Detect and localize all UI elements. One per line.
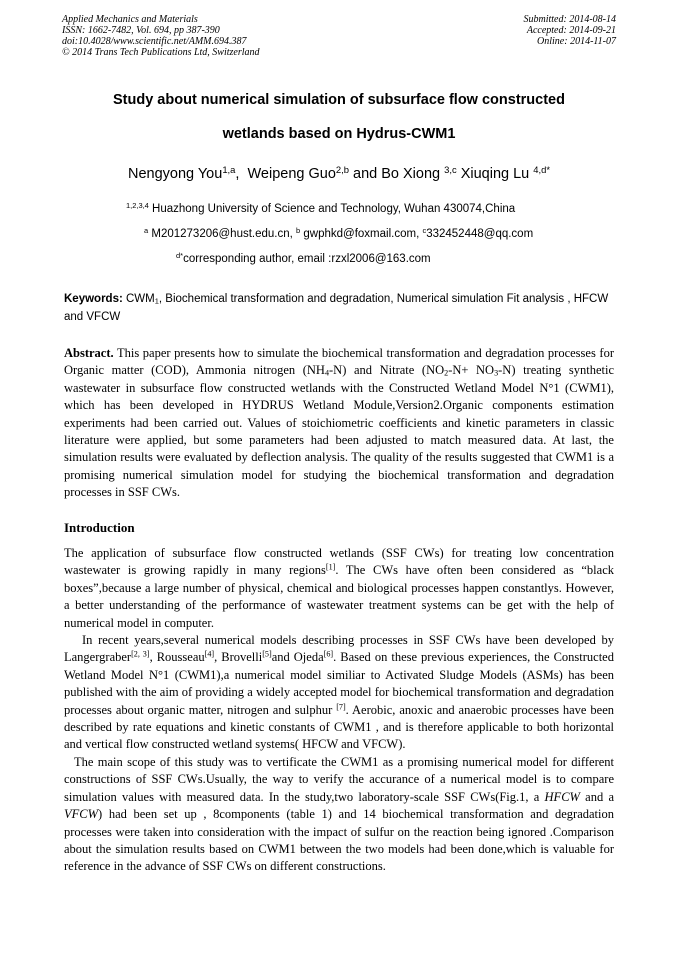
citation[interactable]: [1] bbox=[325, 562, 336, 572]
corr-text: corresponding author, email :rzxl2006@163.com bbox=[183, 253, 431, 265]
paragraph-text: and Ojeda bbox=[271, 650, 324, 665]
author-sup: 2,b bbox=[335, 163, 349, 175]
author-name: Nengyong You bbox=[127, 166, 223, 182]
keywords-rest: , Biochemical transformation and degradation, Numerical simulation Fit analysis , HFCW and VFCW bbox=[64, 293, 609, 323]
abstract bbox=[64, 345, 614, 502]
chem-sub: 4 bbox=[324, 369, 330, 379]
author-name: Weipeng Guo bbox=[247, 166, 336, 182]
italic-term: HFCW bbox=[544, 789, 580, 804]
citation[interactable]: [4] bbox=[204, 649, 215, 659]
paragraph-text: , Rousseau bbox=[149, 650, 205, 665]
paper-title-line-1: Study about numerical simulation of subsurface flow constructed bbox=[113, 92, 565, 108]
citation[interactable]: [6] bbox=[323, 649, 334, 659]
italic-term: VFCW bbox=[64, 807, 99, 822]
corr-sup: d* bbox=[176, 250, 184, 260]
journal-issn: ISSN: 1662-7482, Vol. 694, pp 387-390 bbox=[62, 25, 220, 36]
submitted-date: Submitted: 2014-08-14 bbox=[523, 14, 616, 25]
author-emails bbox=[144, 225, 534, 240]
corresponding-author bbox=[176, 250, 431, 265]
author-conjunction: and bbox=[353, 166, 378, 182]
dates-header bbox=[524, 14, 617, 47]
journal-copyright: © 2014 Trans Tech Publications Ltd, Switzerland bbox=[62, 47, 260, 58]
email-link[interactable]: 332452448@qq.com bbox=[426, 228, 534, 240]
email-sup: c bbox=[422, 225, 427, 235]
keywords bbox=[64, 290, 616, 326]
paragraph-text: ) had been set up , 8components (table 1) and 14 biochemical transformation and degradation processes were taken into consideration with the impact of sulfur on the reaction being ignored .Comparison about the simulation results based on CWM1 between the two models had been done,which is valuable for reference in the advance of SSF CWs on different constructions. bbox=[64, 807, 614, 874]
paper-title-line-2: wetlands based on Hydrus-CWM1 bbox=[222, 126, 456, 142]
paragraph-text: and a bbox=[579, 789, 614, 804]
paragraph-text: The main scope of this study was to vertificate the CWM1 as a promising numerical model for different constructions of SSF CWs.Usually, the way to verify the accurance of a numerical model is to compare simulation values with measured data. In the study,two laboratory-scale SSF CWs(Fig.1, a bbox=[64, 754, 614, 804]
citation[interactable]: [5] bbox=[262, 649, 272, 659]
affiliation-text: Huazhong University of Science and Technology, Wuhan 430074,China bbox=[152, 203, 516, 215]
email-link[interactable]: gwphkd@foxmail.com, bbox=[303, 228, 420, 240]
abstract-text: -N) treating synthetic wastewater in subsurface flow constructed wetlands with the Constructed Wetland Model N°1 (CWM1), which has been developed in HYDRUS Wetland Module,Version2.Organic components estimation experiments had been carried out. Values of stoichiometric coefficients and kinetic parameters in classic literature were applied, but some parameters had been adjusted to match measured data. At last, the simulation results were evaluated by deflection analysis. The quality of the results suggested that CWM1 is a promising numerical simulation model for studying the biochemical transformation and degradation processes in SSF CWs. bbox=[64, 363, 614, 500]
paragraph bbox=[64, 545, 614, 632]
paragraph-text: . The CWs have often been considered as “black boxes”,because a large number of physical, chemical and biological processes happen constantlys. However, a better understanding of the performance of wastewater treatment systems can be get with the help of numerical model in computer. bbox=[64, 563, 614, 630]
email-sup: b bbox=[296, 225, 301, 235]
author-sup: 4,d* bbox=[533, 163, 551, 175]
section-heading-introduction: Introduction bbox=[64, 520, 135, 535]
chem-sub: 2 bbox=[444, 369, 449, 379]
citation[interactable]: [2, 3] bbox=[131, 649, 150, 659]
paragraph-text: , Brovelli bbox=[214, 650, 263, 665]
abstract-text: -N) and Nitrate (NO bbox=[329, 363, 445, 378]
paragraph-text: . Aerobic, anoxic and anaerobic processes have been described by rate equations and kinetic constants of CWM1 , and is therefore applicable to both horizontal and vertical flow constructed wetland systems( HFCW and VFCW). bbox=[64, 702, 615, 752]
keyword-sub: 1 bbox=[154, 296, 159, 306]
online-date: Online: 2014-11-07 bbox=[537, 36, 616, 47]
author-name: Bo Xiong bbox=[381, 166, 441, 182]
email-sup: a bbox=[144, 225, 149, 235]
citation[interactable]: [7] bbox=[336, 702, 346, 712]
paragraph-text: . Based on these previous experiences, the Constructed Wetland Model N°1 (CWM1),a numerical model similiar to Activated Sludge Models (ASMs) has been published with the aim of providing a widely accepted model for biochemical transformation and degradation processes about organic matter, nitrogen and sulphur bbox=[64, 650, 614, 717]
journal-doi[interactable]: doi:10.4028/www.scientific.net/AMM.694.387 bbox=[62, 36, 247, 47]
journal-name: Applied Mechanics and Materials bbox=[62, 14, 198, 25]
author-list: Nengyong You$^{1,a}$, Weipeng Guo$^{2,b}$ and Bo Xiong $^{3,c}$ Xiuqing Lu $^{4,d*}$ bbox=[127, 163, 551, 182]
abstract-text: This paper presents how to simulate the biochemical transformation and degradation processes for Organic matter (COD), Ammonia nitrogen (NH bbox=[64, 346, 614, 378]
paragraph bbox=[64, 632, 614, 754]
keywords-label: Keywords: bbox=[64, 293, 123, 305]
paragraph-text: In recent years,several numerical models describing processes in SSF CWs have been developed by Langergraber bbox=[64, 633, 614, 665]
keyword: CWM bbox=[126, 293, 155, 305]
accepted-date: Accepted: 2014-09-21 bbox=[526, 25, 616, 36]
author-name: Xiuqing Lu bbox=[460, 166, 530, 182]
paragraph bbox=[64, 754, 614, 876]
email-link[interactable]: M201273206@hust.edu.cn, bbox=[151, 228, 293, 240]
author-sup: 1,a bbox=[222, 163, 236, 175]
abstract-text: -N+ NO bbox=[448, 363, 495, 378]
introduction-body bbox=[64, 545, 614, 876]
affiliation-sup: 1,2,3,4 bbox=[126, 200, 149, 210]
chem-sub: 3 bbox=[494, 369, 499, 379]
journal-header bbox=[62, 14, 260, 58]
author-sup: 3,c bbox=[444, 163, 457, 175]
abstract-label: Abstract. bbox=[64, 346, 114, 360]
affiliation bbox=[126, 200, 516, 215]
paragraph-text: The application of subsurface flow constructed wetlands (SSF CWs) for treating low concentration wastewater is growing rapidly in many regions bbox=[64, 546, 614, 578]
